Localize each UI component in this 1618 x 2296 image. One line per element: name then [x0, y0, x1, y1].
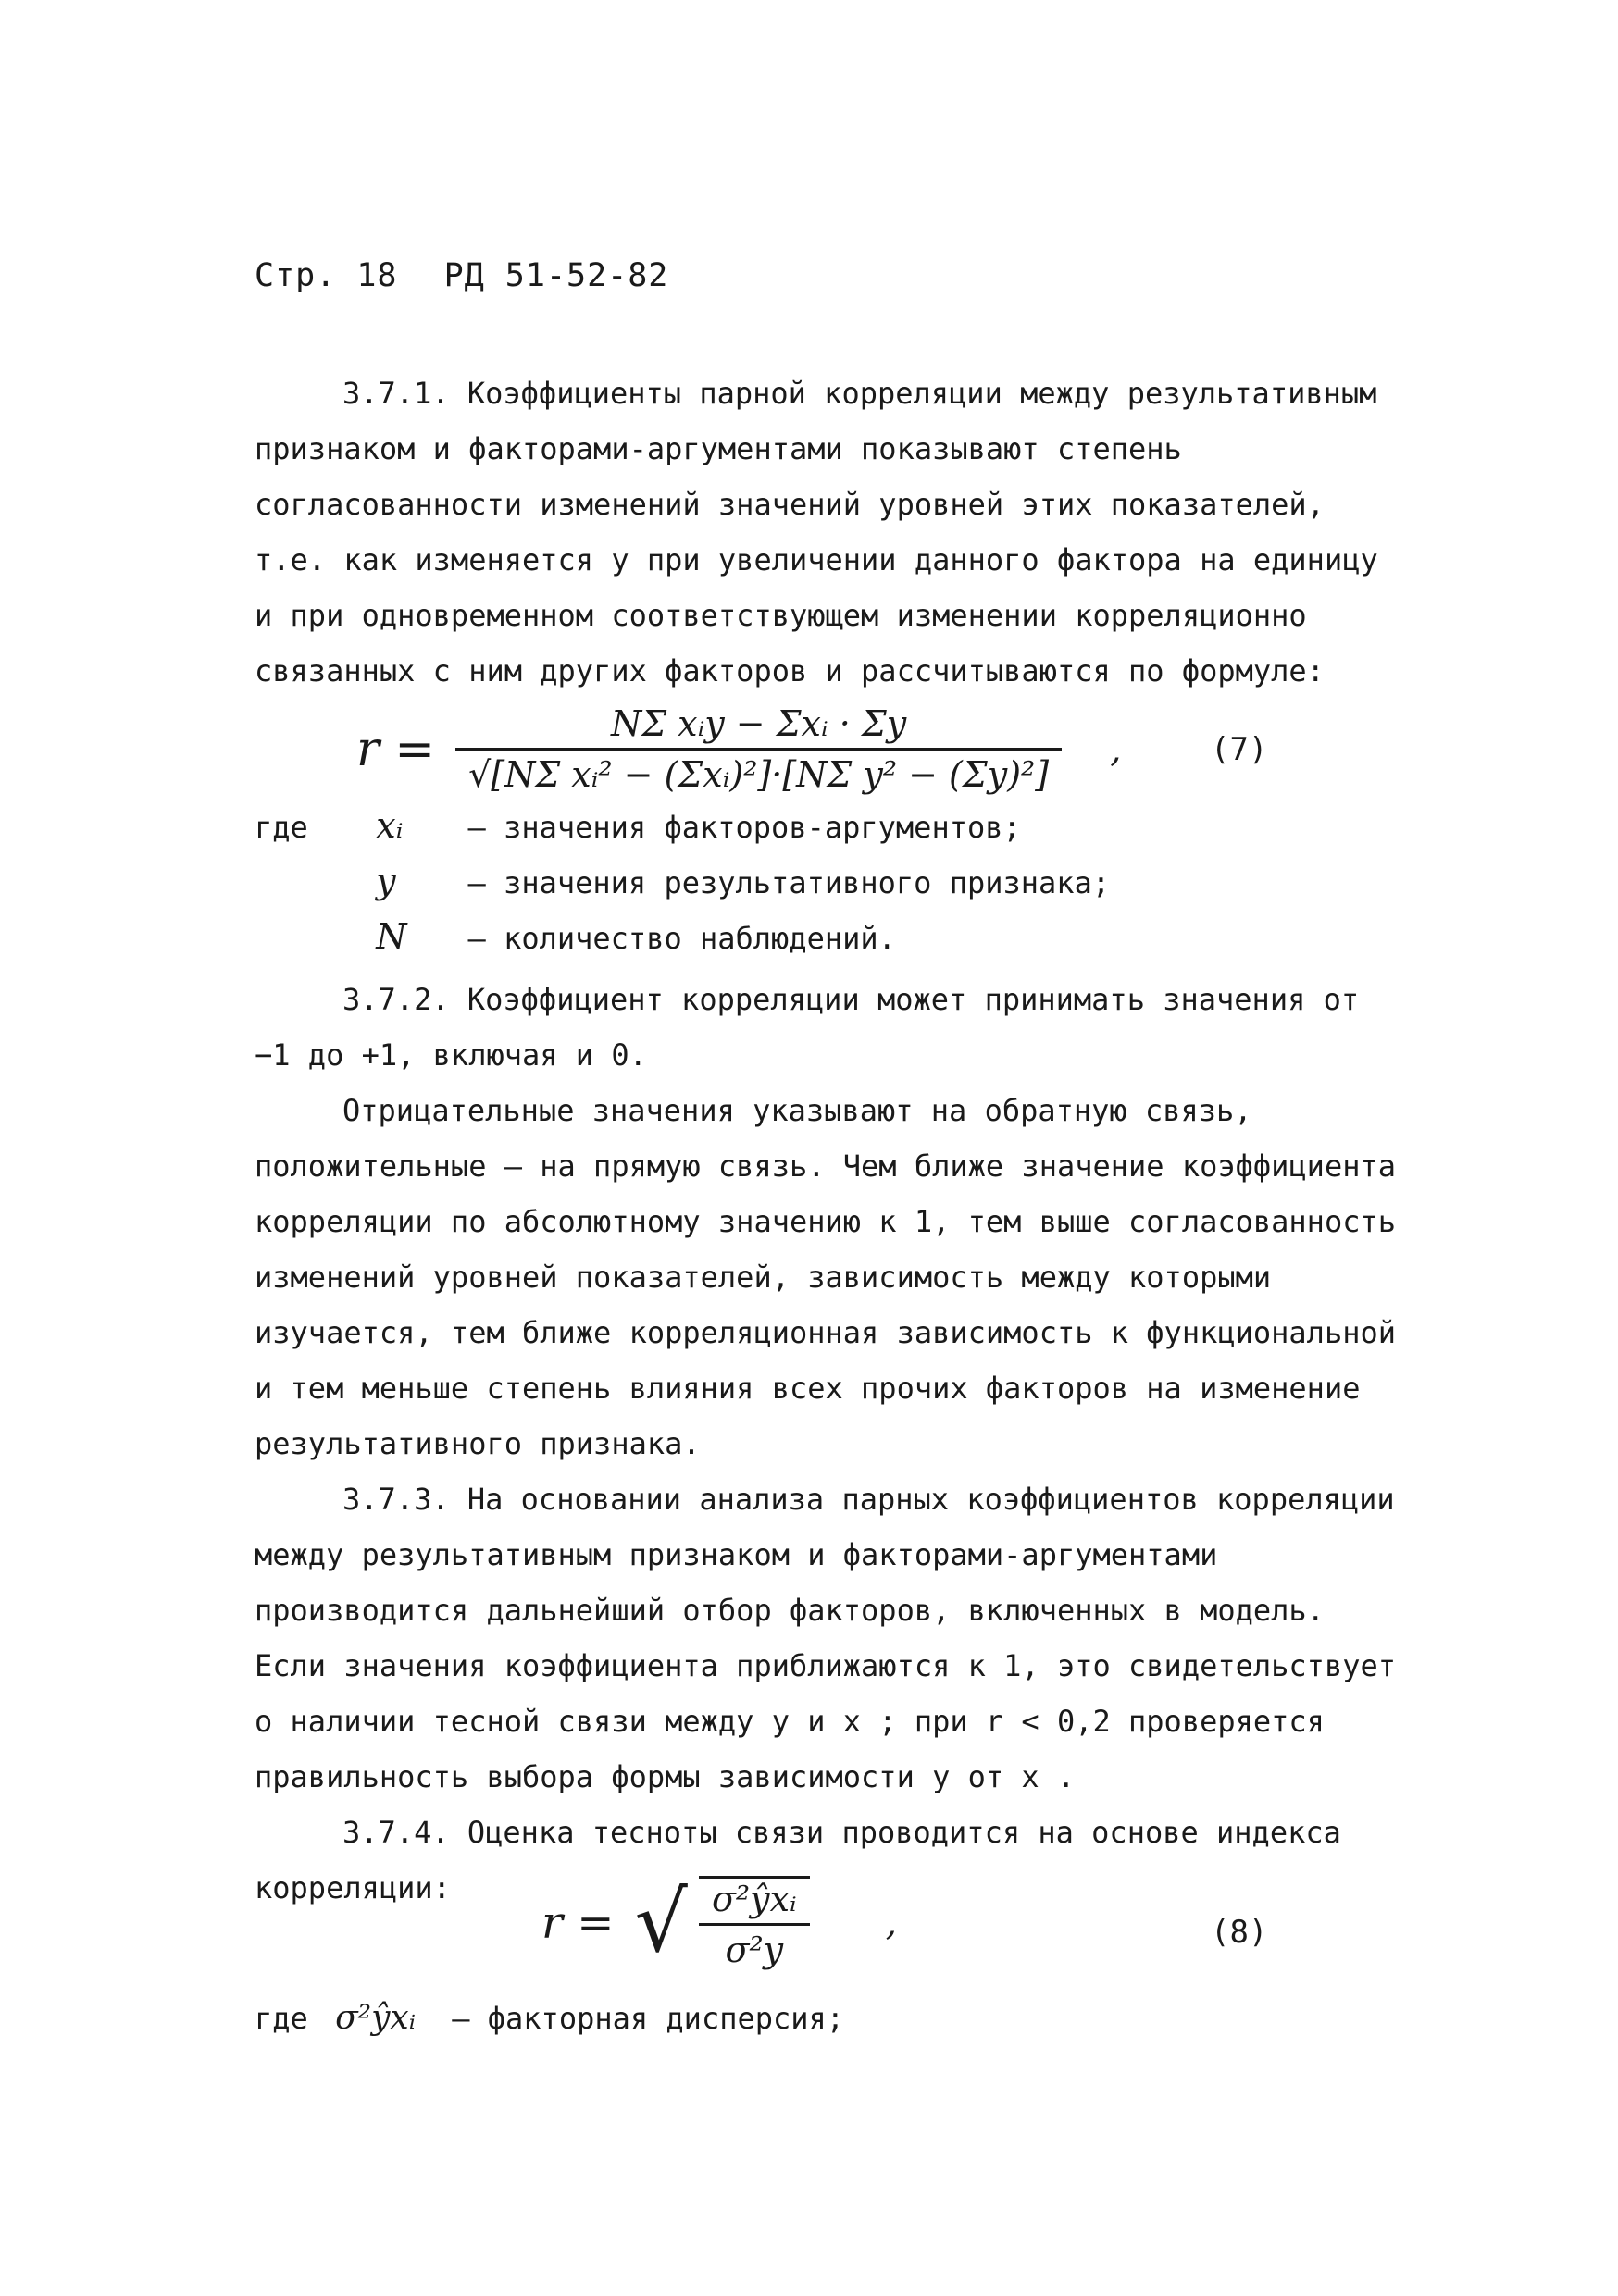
formula-7 [356, 703, 1121, 795]
formula-7-fraction [455, 703, 1062, 795]
where-row-sigma [255, 1999, 844, 2037]
section-3-7-1 [255, 366, 1398, 699]
page-header [255, 257, 694, 294]
where-desc-sigma: – факторная дисперсия; [452, 2001, 845, 2036]
paragraph-3-7-2: 3.7.2. Коэффициент корреляции может принимать значения от −1 до +1, включая и 0. [255, 982, 1360, 1073]
where-symbol-x: xᵢ [376, 805, 404, 846]
where-symbol-n: N [376, 916, 407, 957]
formula-8-numerator: σ²ŷxᵢ [699, 1879, 810, 1926]
formula-8-comma: , [885, 1902, 897, 1943]
where-symbol-sigma: σ²ŷxᵢ [335, 1999, 416, 2037]
where-row-y [255, 861, 1110, 901]
where-lead: где [255, 2001, 308, 2036]
paragraph-3-7-2-continued: Отрицательные значения указывают на обратную связь, положительные – на прямую связь. Чем ближе значение коэффициента корреляции по абсолютному значению к 1, тем выше согласованность изменений уровней показателей, зависимость между которыми изучается, тем ближе корреляционная зависимость к функциональной и тем меньше степень влияния всех прочих факторов на изменение результативного признака. [255, 1093, 1396, 1461]
section-3-7-3 [255, 1471, 1398, 1805]
page-number: Стр. 18 [255, 257, 398, 294]
formula-7-lhs: r = [356, 721, 435, 777]
equation-number-7: (7) [1211, 731, 1268, 768]
formula-8-lhs: r = [541, 1896, 615, 1949]
where-desc-x: – значения факторов-аргументов; [467, 810, 1021, 845]
formula-8 [541, 1874, 897, 1971]
paragraph-3-7-3: 3.7.3. На основании анализа парных коэффициентов корреляции между результативным признаком и факторами-аргументами производится дальнейший отбор факторов, включенных в модель. Если значения коэффициента приближаются к 1, это свидетельствует о наличии тесной связи между y и x ; при r < 0,2 проверяется правильность выбора формы зависимости y от x . [255, 1482, 1396, 1794]
section-3-7-2 [255, 972, 1398, 1471]
formula-7-denominator: √[NΣ xᵢ² − (Σxᵢ)²]·[NΣ y² − (Σy)²] [468, 754, 1050, 795]
sqrt-sign-icon: √ [634, 1874, 688, 1971]
document-code: РД 51-52-82 [443, 257, 669, 294]
equation-number-8: (8) [1211, 1914, 1268, 1951]
where-row-x [255, 805, 1021, 846]
formula-8-denominator: σ²y [725, 1929, 784, 1970]
where-desc-n: – количество наблюдений. [467, 921, 896, 956]
where-lead: где [255, 810, 308, 845]
formula-7-numerator: NΣ xᵢy − Σxᵢ · Σy [455, 703, 1062, 751]
where-symbol-y: y [376, 861, 396, 901]
paragraph-3-7-4: 3.7.4. Оценка тесноты связи проводится на основе индекса корреляции: [255, 1815, 1341, 1905]
where-row-n [255, 916, 896, 957]
where-desc-y: – значения результативного признака; [467, 865, 1111, 900]
formula-8-fraction [699, 1876, 810, 1970]
formula-7-comma: , [1110, 728, 1122, 770]
paragraph-3-7-1: 3.7.1. Коэффициенты парной корреляции между результативным признаком и факторами-аргументами показывают степень согласованности изменений значений уровней этих показателей, т.е. как изменяется y при увеличении данного фактора на единицу и при одновременном соответствующем изменении корреляционно связанных с ним других факторов и рассчитываются по формуле: [255, 376, 1378, 689]
